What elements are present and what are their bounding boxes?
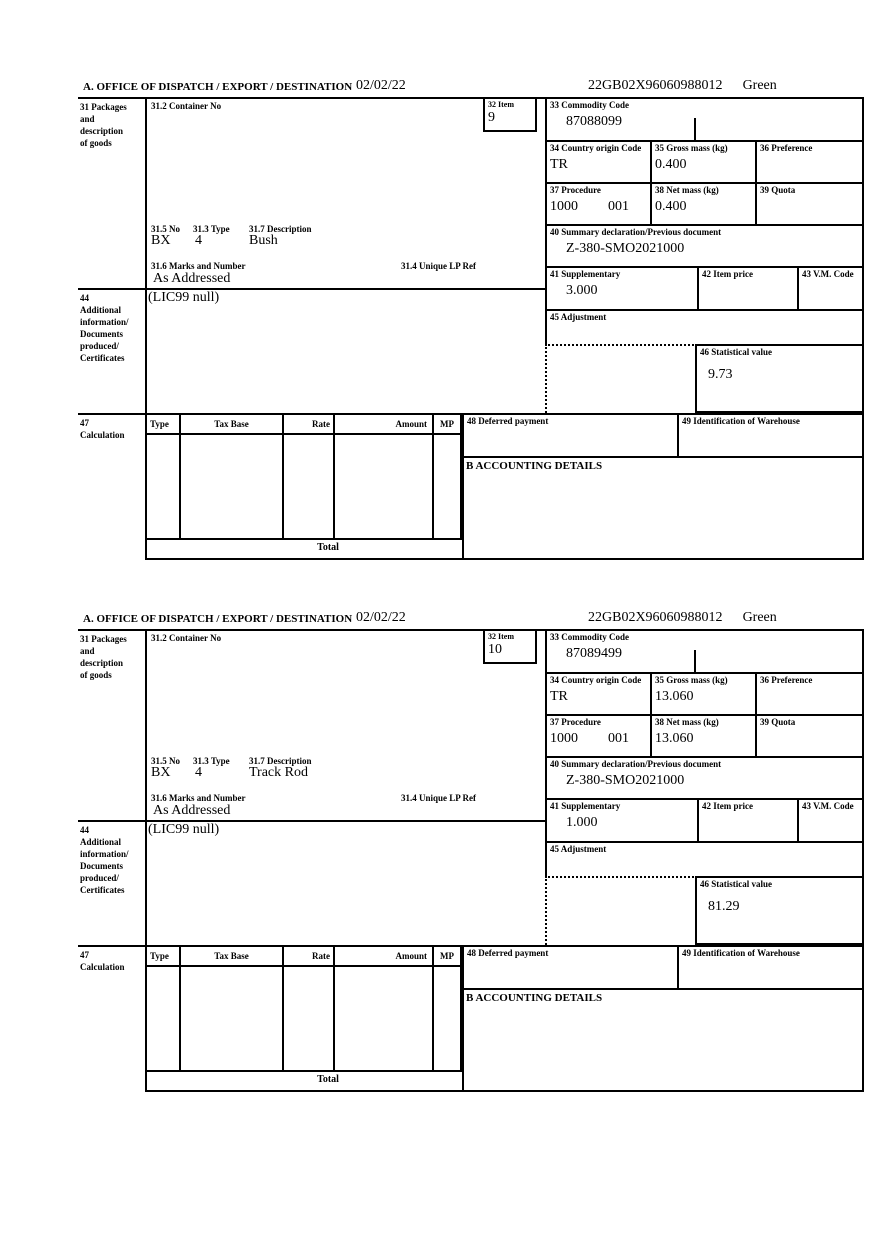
box40-summary-declaration: 40 Summary declaration/Previous document Z-380-SMO2021000 (545, 756, 864, 800)
package-no-label: 31.5 No (151, 224, 180, 234)
col-header-type: Type (145, 413, 181, 435)
col-header-mp: MP (432, 413, 462, 435)
cell-rate (282, 433, 335, 540)
box49-warehouse-id: 49 Identification of Warehouse (677, 945, 864, 990)
marks-number-value: As Addressed (153, 271, 231, 286)
statistical-value: 81.29 (708, 899, 740, 914)
box37-procedure: 37 Procedure 1000 001 (545, 182, 652, 226)
col-header-mp: MP (432, 945, 462, 967)
goods-description-value: Track Rod (249, 765, 308, 780)
summary-declaration-value: Z-380-SMO2021000 (566, 241, 685, 256)
col-header-amount: Amount (333, 413, 434, 435)
box48-deferred-payment: 48 Deferred payment (462, 413, 679, 458)
commodity-code-divider (694, 118, 696, 142)
procedure-extra-value: 001 (608, 199, 629, 214)
box42-item-price: 42 Item price (697, 266, 799, 311)
accounting-details-header: B ACCOUNTING DETAILS (466, 460, 603, 472)
box40-summary-declaration: 40 Summary declaration/Previous document Z-380-SMO2021000 (545, 224, 864, 268)
accounting-details-box (462, 988, 864, 1092)
marks-number-label: 31.6 Marks and Number (151, 793, 246, 803)
box36-preference: 36 Preference (755, 140, 864, 184)
box33-commodity-code: 33 Commodity Code 87089499 (545, 629, 864, 674)
total-label: Total (317, 542, 339, 553)
box47-label: 47 Calculation (80, 418, 125, 440)
description-label: 31.7 Description (249, 224, 312, 234)
box44-label: 44 Additional information/ Documents produced/ Certificates (80, 293, 129, 363)
marks-number-label: 31.6 Marks and Number (151, 261, 246, 271)
item-number-value: 10 (488, 642, 502, 657)
col-header-amount: Amount (333, 945, 434, 967)
package-type-label: 31.3 Type (193, 224, 230, 234)
box48-deferred-payment: 48 Deferred payment (462, 945, 679, 990)
box32-item (483, 629, 537, 664)
cell-amount (333, 433, 434, 540)
box39-quota: 39 Quota (755, 714, 864, 758)
supplementary-value: 1.000 (566, 815, 598, 830)
additional-info-value: (LIC99 null) (148, 822, 220, 837)
item-number-value: 9 (488, 110, 495, 125)
box44-label: 44 Additional information/ Documents produced/ Certificates (80, 825, 129, 895)
box46-statistical-value: 46 Statistical value 81.29 (695, 876, 864, 945)
declaration-item-section (78, 78, 864, 570)
procedure-extra-value: 001 (608, 731, 629, 746)
box49-warehouse-id: 49 Identification of Warehouse (677, 413, 864, 458)
cell-type (145, 965, 181, 1072)
commodity-code-value: 87089499 (566, 646, 622, 661)
box45-adjustment: 45 Adjustment (545, 309, 864, 346)
box35-gross-mass: 35 Gross mass (kg) 13.060 (650, 672, 757, 716)
cell-amount (333, 965, 434, 1072)
description-label: 31.7 Description (249, 756, 312, 766)
package-no-value: BX (151, 765, 171, 780)
container-no-label: 31.2 Container No (151, 101, 222, 111)
package-no-label: 31.5 No (151, 756, 180, 766)
box38-net-mass: 38 Net mass (kg) 13.060 (650, 714, 757, 758)
gross-mass-value: 13.060 (655, 689, 694, 704)
box37-procedure: 37 Procedure 1000 001 (545, 714, 652, 758)
mrn-value: 22GB02X96060988012 (588, 78, 723, 93)
col-header-type: Type (145, 945, 181, 967)
cell-mp (432, 433, 462, 540)
statistical-value: 9.73 (708, 367, 733, 382)
net-mass-value: 0.400 (655, 199, 687, 214)
mrn-line (588, 78, 777, 94)
marks-number-value: As Addressed (153, 803, 231, 818)
procedure-value: 1000 (550, 731, 578, 746)
dispatch-date: 02/02/22 (356, 78, 406, 93)
box32-item (483, 97, 537, 132)
unique-lp-ref-label: 31.4 Unique LP Ref (401, 261, 477, 271)
box31-label: 31 Packages and description of goods (80, 634, 127, 680)
accounting-details-box (462, 456, 864, 560)
cell-mp (432, 965, 462, 1072)
cell-tax-base (179, 433, 284, 540)
commodity-code-value: 87088099 (566, 114, 622, 129)
package-no-value: BX (151, 233, 171, 248)
country-origin-value: TR (550, 689, 568, 704)
goods-description-value: Bush (249, 233, 278, 248)
accounting-details-header: B ACCOUNTING DETAILS (466, 992, 603, 1004)
col-header-tax-base: Tax Base (179, 413, 284, 435)
box39-quota: 39 Quota (755, 182, 864, 226)
adjustment-dotted-area (545, 344, 697, 413)
adjustment-dotted-area (545, 876, 697, 945)
item-label: 32 Item (488, 632, 514, 641)
box33-commodity-code: 33 Commodity Code 87088099 (545, 97, 864, 142)
package-type-label: 31.3 Type (193, 756, 230, 766)
box35-gross-mass: 35 Gross mass (kg) 0.400 (650, 140, 757, 184)
net-mass-value: 13.060 (655, 731, 694, 746)
box46-statistical-value: 46 Statistical value 9.73 (695, 344, 864, 413)
box42-item-price: 42 Item price (697, 798, 799, 843)
mrn-value: 22GB02X96060988012 (588, 610, 723, 625)
box34-country-origin: 34 Country origin Code TR (545, 672, 652, 716)
summary-declaration-value: Z-380-SMO2021000 (566, 773, 685, 788)
box38-net-mass: 38 Net mass (kg) 0.400 (650, 182, 757, 226)
package-type-value: 4 (195, 765, 202, 780)
total-label: Total (317, 1074, 339, 1085)
box43-vm-code: 43 V.M. Code (797, 266, 864, 311)
procedure-values (550, 199, 647, 215)
box31-label: 31 Packages and description of goods (80, 102, 127, 148)
box43-vm-code: 43 V.M. Code (797, 798, 864, 843)
mrn-line (588, 610, 777, 626)
box36-preference: 36 Preference (755, 672, 864, 716)
additional-info-value: (LIC99 null) (148, 290, 220, 305)
routing-status: Green (742, 610, 777, 625)
declaration-item-section (78, 610, 864, 1102)
routing-status: Green (742, 78, 777, 93)
gross-mass-value: 0.400 (655, 157, 687, 172)
col-header-tax-base: Tax Base (179, 945, 284, 967)
col-header-rate: Rate (282, 945, 335, 967)
supplementary-value: 3.000 (566, 283, 598, 298)
package-type-value: 4 (195, 233, 202, 248)
box45-adjustment: 45 Adjustment (545, 841, 864, 878)
container-no-label: 31.2 Container No (151, 633, 222, 643)
procedure-value: 1000 (550, 199, 578, 214)
cell-type (145, 433, 181, 540)
cell-rate (282, 965, 335, 1072)
country-origin-value: TR (550, 157, 568, 172)
unique-lp-ref-label: 31.4 Unique LP Ref (401, 793, 477, 803)
commodity-code-divider (694, 650, 696, 674)
box41-supplementary: 41 Supplementary 1.000 (545, 798, 699, 843)
office-of-dispatch-header: A. OFFICE OF DISPATCH / EXPORT / DESTINATION (83, 613, 353, 625)
box41-supplementary: 41 Supplementary 3.000 (545, 266, 699, 311)
col-header-rate: Rate (282, 413, 335, 435)
box47-label: 47 Calculation (80, 950, 125, 972)
cell-tax-base (179, 965, 284, 1072)
box34-country-origin: 34 Country origin Code TR (545, 140, 652, 184)
item-label: 32 Item (488, 100, 514, 109)
procedure-values (550, 731, 647, 747)
dispatch-date: 02/02/22 (356, 610, 406, 625)
office-of-dispatch-header: A. OFFICE OF DISPATCH / EXPORT / DESTINATION (83, 81, 353, 93)
